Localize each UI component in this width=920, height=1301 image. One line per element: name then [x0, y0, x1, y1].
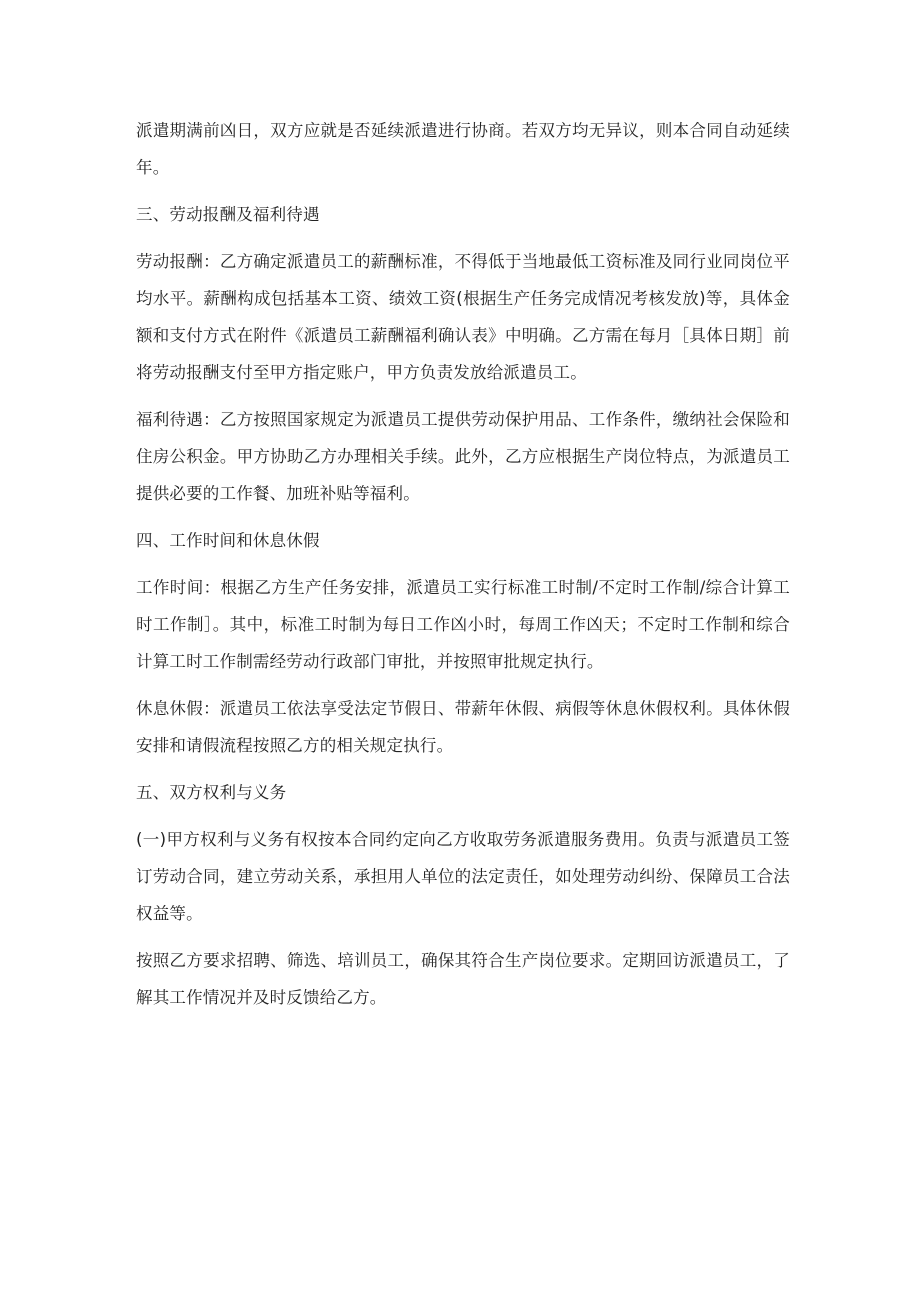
section-heading-working-hours: 四、工作时间和休息休假	[136, 531, 320, 550]
paragraph-welfare: 福利待遇：乙方按照国家规定为派遣员工提供劳动保护用品、工作条件，缴纳社会保险和住房公积金。甲方协助乙方办理相关手续。此外，乙方应根据生产岗位特点，为派遣员工提供必要的工作餐、加班补贴等福利。	[136, 410, 790, 503]
paragraph-labor-remuneration: 劳动报酬：乙方确定派遣员工的薪酬标准，不得低于当地最低工资标准及同行业同岗位平均水平。薪酬构成包括基本工资、绩效工资(根据生产任务完成情况考核发放)等，具体金额和支付方式在附件《派遣员工薪酬福利确认表》中明确。乙方需在每月［具体日期］前将劳动报酬支付至甲方指定账户，甲方负责发放给派遣员工。	[136, 252, 790, 382]
section-heading-rights-obligations: 五、双方权利与义务	[136, 783, 287, 802]
paragraph-rest-leave: 休息休假：派遣员工依法享受法定节假日、带薪年休假、病假等休息休假权利。具体休假安排和请假流程按照乙方的相关规定执行。	[136, 699, 790, 755]
paragraph-working-time: 工作时间：根据乙方生产任务安排，派遣员工实行标准工时制/不定时工作制/综合计算工时工作制］。其中，标准工时制为每日工作凶小时，每周工作凶天；不定时工作制和综合计算工时工作制需经劳动行政部门审批，并按照审批规定执行。	[136, 578, 790, 671]
section-heading-remuneration: 三、劳动报酬及福利待遇	[136, 205, 320, 224]
document-body	[136, 112, 790, 1026]
paragraph-party-a-rights: (一)甲方权利与义务有权按本合同约定向乙方收取劳务派遣服务费用。负责与派遣员工签订劳动合同，建立劳动关系，承担用人单位的法定责任，如处理劳动纠纷、保障员工合法权益等。	[136, 830, 790, 923]
paragraph-extension: 派遣期满前凶日，双方应就是否延续派遣进行协商。若双方均无异议，则本合同自动延续年。	[136, 121, 790, 177]
paragraph-recruitment: 按照乙方要求招聘、筛选、培训员工，确保其符合生产岗位要求。定期回访派遣员工，了解其工作情况并及时反馈给乙方。	[136, 951, 790, 1007]
